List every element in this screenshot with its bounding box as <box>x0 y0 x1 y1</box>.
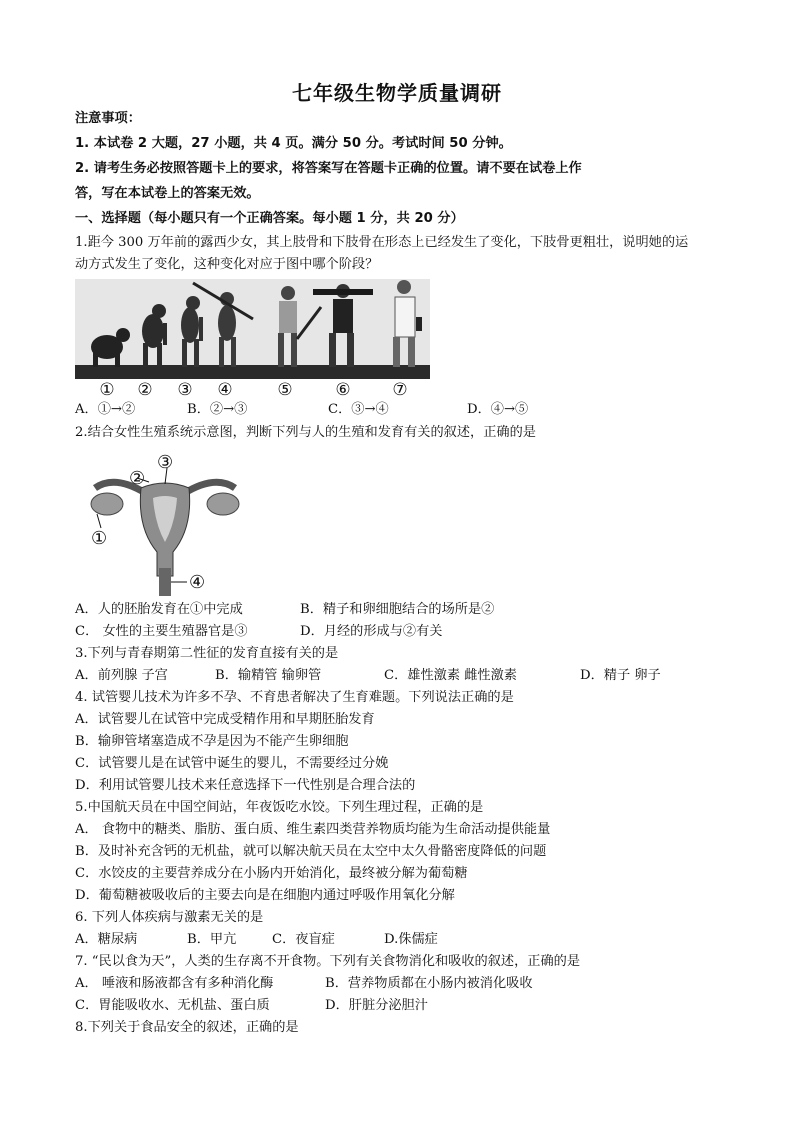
q1-option-b: B．②→③ <box>187 402 248 417</box>
q6-option-c: C．夜盲症 <box>272 932 335 947</box>
q2-option-c: C． 女性的主要生殖器官是③ <box>75 624 248 639</box>
q4-option-b: B．输卵管堵塞造成不孕是因为不能产生卵细胞 <box>75 734 349 749</box>
q7-option-a: A． 唾液和肠液都含有多种消化酶 <box>75 976 274 991</box>
q2-option-a: A．人的胚胎发育在①中完成 <box>75 602 243 617</box>
q7-option-c: C．胃能吸收水、无机盐、蛋白质 <box>75 998 270 1013</box>
q2-stem: 2.结合女性生殖系统示意图，判断下列与人的生殖和发育有关的叙述，正确的是 <box>75 425 536 440</box>
stage-label-2: ② <box>137 380 153 399</box>
vagina <box>159 568 171 596</box>
organ-label-1: ① <box>91 528 108 549</box>
q5-option-c: C．水饺皮的主要营养成分在小肠内开始消化，最终被分解为葡萄糖 <box>75 866 468 881</box>
notice-heading: 注意事项： <box>75 111 141 126</box>
q7-stem: 7. “民以食为天”，人类的生存离不开食物。下列有关食物消化和吸收的叙述，正确的是 <box>75 954 581 969</box>
q3-option-a: A．前列腺 子宫 <box>75 668 168 683</box>
ovary-left <box>91 493 123 515</box>
q2-option-d: D．月经的形成与②有关 <box>300 624 443 639</box>
q1-option-c: C．③→④ <box>328 402 389 417</box>
q7-option-d: D．肝脏分泌胆汁 <box>325 998 428 1013</box>
human-evolution-figure <box>75 279 430 399</box>
stage-label-6: ⑥ <box>335 380 351 399</box>
q3-option-b: B．输精管 输卵管 <box>215 668 322 683</box>
q5-option-d: D．葡萄糖被吸收后的主要去向是在细胞内通过呼吸作用氧化分解 <box>75 888 455 903</box>
q1-stem-line2: 动方式发生了变化，这种变化对应于图中哪个阶段？ <box>75 257 379 272</box>
q1-stem-line1: 1.距今 300 万年前的露西少女，其上肢骨和下肢骨在形态上已经发生了变化，下肢骨更粗壮，说明她的运 <box>75 235 689 250</box>
q3-option-c: C．雄性激素 雌性激素 <box>384 668 517 683</box>
notice-item-1: 1. 本试卷 2 大题，27 小题，共 4 页。满分 50 分。考试时间 50 分钟。 <box>75 136 512 151</box>
ovary-right <box>207 493 239 515</box>
q6-option-d: D.侏儒症 <box>384 932 438 947</box>
q4-option-c: C．试管婴儿是在试管中诞生的婴儿，不需要经过分娩 <box>75 756 389 771</box>
q5-option-a: A． 食物中的糖类、脂肪、蛋白质、维生素四类营养物质均能为生命活动提供能量 <box>75 822 551 837</box>
q1-option-a: A．①→② <box>75 402 136 417</box>
q5-option-b: B．及时补充含钙的无机盐，就可以解决航天员在太空中太久骨骼密度降低的问题 <box>75 844 547 859</box>
q3-stem: 3.下列与青春期第二性征的发育直接有关的是 <box>75 646 339 661</box>
q4-option-a: A．试管婴儿在试管中完成受精作用和早期胚胎发育 <box>75 712 375 727</box>
organ-label-3: ③ <box>157 452 174 473</box>
q8-stem: 8.下列关于食品安全的叙述，正确的是 <box>75 1020 299 1035</box>
page-title: 七年级生物学质量调研 <box>292 81 502 105</box>
q1-option-d: D．④→⑤ <box>467 402 529 417</box>
q3-option-d: D．精子 卵子 <box>580 668 661 683</box>
q6-option-b: B．甲亢 <box>187 932 237 947</box>
organ-label-2: ② <box>129 468 146 489</box>
q4-stem: 4. 试管婴儿技术为许多不孕、不育患者解决了生育难题。下列说法正确的是 <box>75 690 514 705</box>
notice-item-2: 2. 请考生务必按照答题卡上的要求，将答案写在答题卡正确的位置。请不要在试卷上作 <box>75 161 582 176</box>
q7-option-b: B．营养物质都在小肠内被消化吸收 <box>325 976 533 991</box>
notice-item-3: 答，写在本试卷上的答案无效。 <box>75 186 260 201</box>
stage-label-7: ⑦ <box>392 380 408 399</box>
q5-stem: 5.中国航天员在中国空间站，年夜饭吃水饺。下列生理过程，正确的是 <box>75 800 484 815</box>
female-reproductive-system-figure <box>75 448 255 596</box>
organ-label-4: ④ <box>189 572 206 593</box>
stage-label-3: ③ <box>177 380 193 399</box>
q6-option-a: A．糖尿病 <box>75 932 138 947</box>
section-heading: 一、选择题（每小题只有一个正确答案。每小题 1 分，共 20 分） <box>75 211 464 226</box>
stage-label-4: ④ <box>217 380 233 399</box>
stage-label-1: ① <box>99 380 115 399</box>
q2-option-b: B．精子和卵细胞结合的场所是② <box>300 602 495 617</box>
q6-stem: 6. 下列人体疾病与激素无关的是 <box>75 910 264 925</box>
q4-option-d: D．利用试管婴儿技术来任意选择下一代性别是合理合法的 <box>75 778 416 793</box>
stage-label-5: ⑤ <box>277 380 293 399</box>
